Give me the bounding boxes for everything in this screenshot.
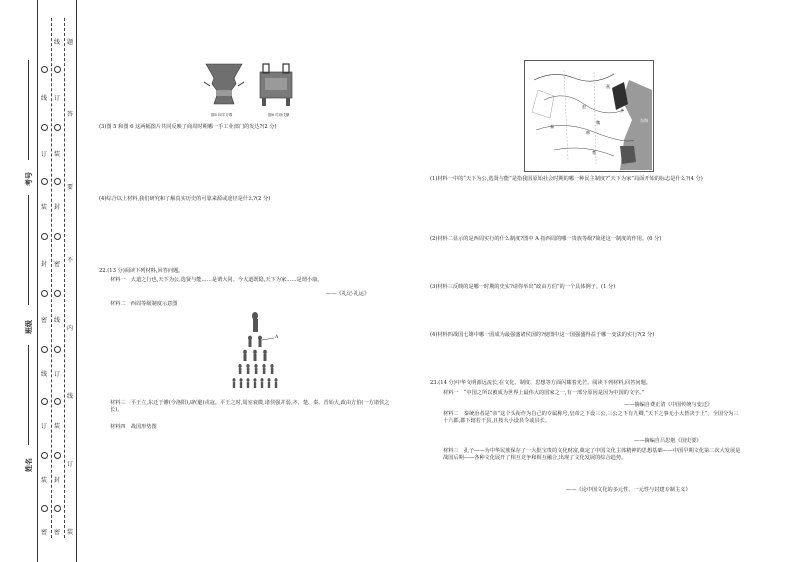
binding-line-inner [76,0,77,562]
q22-sub1: (1)材料一中的“天下为公,选贤与能”是指我国原始社会时期的哪一种民主制度?“天下为家”局面开始的标志是什么?(4 分) [430,176,703,182]
binding-char: 不 [66,257,73,264]
q23-material3: 材料三 孔子——为中华民族保存了一大批宝贵的文化财富,奠定了中国文化主体精神的思想基础——中国早期文化第二次大发展是战国后期——各种文化展开了相互竞争和相互融合,出现了文化发展的综合趋势。 [443,448,741,462]
map-label-yan: 燕 [606,84,610,89]
q23-stem: 23.(14 分)中华文明源远流长,在文化、制度、思想等方面闪耀着光芒。阅读下列材料,回答问题。 [430,380,651,386]
q22-sub2: (2)材料二显示的是西周实行的什么制度?图中 A 指西周的哪一贵族等级?简述这一制度的作用。(6 分) [430,236,662,242]
q23-material2: 材料二 秦统治者是“帝”这个头衔作为自己的专属称号,皇帝之下设三公,三公之下有九卿,“天下之事无小大皆决于上”。全国分为三十六郡,郡下辖若干县,且按大小设县令或县长。 [443,411,739,425]
binding-char: 密 [53,529,60,536]
figure6-caption: 图6 司母戊鼎 [268,113,290,117]
q22-material1: 材料一 大道之行也,天下为公,选贤与能……是谓大同。今大道既隐,天下为家……是谓小康。 [110,277,323,283]
binding-char: 订 [53,371,60,378]
warring-states-map [524,60,654,172]
class-underline [28,195,29,305]
binding-circle [41,398,48,405]
binding-char: 封 [53,477,60,484]
binding-char: 密 [53,261,60,268]
name-label: 姓名 [24,458,33,472]
q21-sub4: (4)综合以上材料,我们研究和了解真实历史的可靠来源或途径是什么?(2 分) [99,196,271,202]
binding-circle [41,66,48,73]
binding-line-outer [37,0,38,562]
q22-material1-source: ——《礼记·礼运》 [326,291,370,297]
binding-circle [41,346,48,353]
binding-circle [54,346,61,353]
binding-circle [54,290,61,297]
binding-circle [41,178,48,185]
binding-circle [41,452,48,459]
map-label-east-sea: 东海 [640,118,648,123]
binding-char: 线 [53,39,60,46]
map-label-han: 韩 [586,130,590,135]
q22-material2: 材料二 西周等级制度示意图 [110,301,178,307]
binding-circle [54,178,61,185]
binding-char: 装 [40,204,47,211]
four-ram-zun-image [204,64,244,104]
binding-circle [54,233,61,240]
binding-circle [54,66,61,73]
binding-char: 封 [40,261,47,268]
binding-circle [54,124,61,131]
q23-material2-source: ——摘编自吕思勉《国史要》 [634,438,702,444]
binding-char: 订 [40,151,47,158]
binding-circle [41,124,48,131]
q21-sub3: (3)图 5 和图 6 这两幅图片共同反映了商周时期哪一手工业部门的发达?(2 分) [99,124,277,130]
figure5-caption: 图5 四羊方尊 [211,113,233,117]
q22-stem: 22.(13 分)阅读下列材料,回答问题。 [99,268,184,274]
binding-circle [54,452,61,459]
q22-sub4: (4)材料四战国七雄中哪一国成为最强盛诸侯国的?使图中这一国强盛得益于哪一变法的实行?(2 分) [430,332,655,338]
exam-no-label: 考号 [24,172,33,186]
q22-material3: 材料三 平王立,东迁于雒(今洛阳),辟(避)戎寇。平王之时,周室衰微,诸侯强并弱,齐、楚、秦、晋始大,政由方伯(一方诸侯之长)。 [110,400,390,414]
map-label-qi: 齐 [620,108,624,113]
q23-material1-source: ——摘编自费正清《中国传统与变迁》 [624,402,713,408]
binding-circle [54,398,61,405]
hierarchy-pyramid-diagram [222,310,302,394]
binding-char: 封 [53,204,60,211]
pyramid-label-a: A [275,335,279,340]
binding-char: 装 [66,529,73,536]
binding-char: 内 [66,325,73,332]
binding-char: 密 [40,317,47,324]
exam-no-underline [28,60,29,160]
q22-material4: 材料四 战国形势图 [110,424,157,430]
binding-char: 线 [40,371,47,378]
map-label-chu: 楚 [592,150,596,155]
binding-char: 订 [53,95,60,102]
binding-circle [54,505,61,512]
q22-sub3: (3)材料三反映的是哪一时期的史实?请你举出“政由方伯”的一个具体例子。(1 分) [430,284,616,290]
binding-char: 装 [40,477,47,484]
binding-char: 题 [66,39,73,46]
class-label: 班级 [24,320,33,334]
binding-char: 线 [66,393,73,400]
binding-char: 密 [40,529,47,536]
q23-material1: 材料一 “中国之所以被成为世界上最伟大的国家之一,有一部分原因是因为中国的文字。” [443,390,645,396]
map-label-wei: 魏 [596,120,600,125]
binding-circle [41,290,48,297]
binding-char: 线 [53,317,60,324]
binding-cut-line-1 [51,18,52,538]
name-underline [28,345,29,445]
binding-cut-line-2 [64,18,65,538]
binding-char: 线 [40,95,47,102]
binding-char: 答 [66,111,73,118]
binding-circle [41,233,48,240]
binding-char: 装 [53,423,60,430]
binding-char: 订 [40,423,47,430]
binding-char: 要 [66,184,73,191]
binding-char: 装 [53,151,60,158]
q23-material3-source: ——《论中国文化的多元性、一元性与封建专制主义》 [566,487,691,493]
binding-char: 订 [66,461,73,468]
map-label-zhao: 赵 [582,104,586,109]
binding-circle [41,505,48,512]
map-label-qin: 秦 [550,124,554,129]
simuwu-ding-image [260,64,292,106]
